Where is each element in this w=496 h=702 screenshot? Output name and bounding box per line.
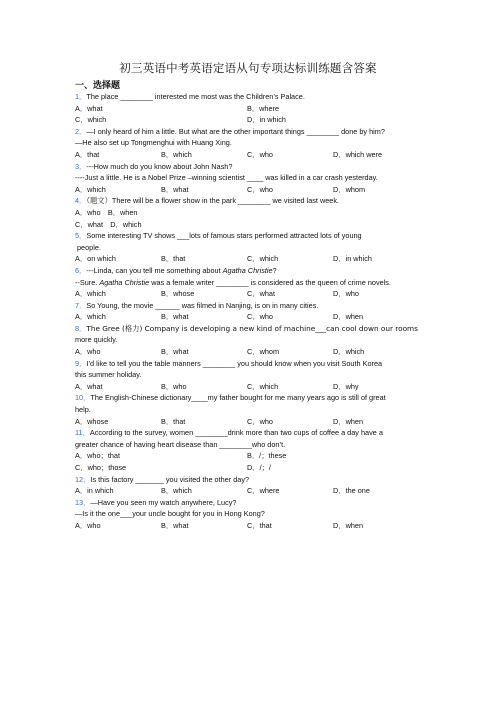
options-row bbox=[75, 450, 435, 462]
question-text: ? bbox=[272, 265, 277, 275]
option-c[interactable]: C．which bbox=[247, 254, 279, 264]
option-a[interactable]: A．whose bbox=[75, 416, 109, 426]
option-b[interactable]: B．that bbox=[161, 254, 186, 264]
question-text: Is this factory _______ you visited the other day? bbox=[90, 474, 250, 484]
question-list bbox=[75, 91, 435, 532]
option-b[interactable]: B．what bbox=[161, 347, 189, 357]
question-text-continued: this summer holiday. bbox=[75, 370, 142, 380]
question-text-continued: more quickly. bbox=[75, 335, 118, 345]
option-d[interactable]: D．which were bbox=[333, 149, 383, 159]
question-13 bbox=[75, 497, 435, 509]
question-tag: （题文） bbox=[86, 196, 112, 206]
option-a[interactable]: A．who bbox=[75, 520, 101, 530]
options-row bbox=[75, 462, 435, 474]
options-row bbox=[75, 520, 435, 532]
question-text-continued bbox=[75, 277, 435, 289]
option-d[interactable]: D．when bbox=[333, 312, 364, 322]
options-row bbox=[75, 381, 435, 393]
option-d[interactable]: D．in which bbox=[247, 115, 286, 125]
question-text-continued: —Is it the one___your uncle bought for you in Hong Kong? bbox=[75, 509, 265, 519]
question-text: —Have you seen my watch anywhere, Lucy? bbox=[90, 497, 237, 507]
question-7 bbox=[75, 300, 435, 312]
question-text: Some interesting TV shows ___lots of famous stars performed attracted lots of young bbox=[86, 231, 362, 241]
option-d[interactable]: D．/；/ bbox=[247, 463, 271, 472]
question-text: ---Linda, can you tell me something about bbox=[86, 265, 223, 275]
emphasized-name: Agatha Christie bbox=[222, 265, 273, 275]
option-a[interactable]: A．who bbox=[75, 347, 101, 357]
question-text-continued: greater chance of having heart disease than ________who don’t. bbox=[75, 439, 286, 449]
emphasized-name: Agatha Christie bbox=[99, 277, 150, 287]
option-d[interactable]: D．who bbox=[333, 289, 359, 299]
option-b[interactable]: B．what bbox=[161, 312, 189, 322]
question-4 bbox=[75, 195, 435, 207]
question-9 bbox=[75, 358, 435, 370]
question-10 bbox=[75, 392, 435, 404]
options-row bbox=[75, 253, 435, 265]
option-a[interactable]: A．what bbox=[75, 103, 103, 113]
option-d[interactable]: D．in which bbox=[333, 254, 372, 264]
question-number: 11． bbox=[75, 428, 90, 438]
option-d[interactable]: D．the one bbox=[333, 486, 370, 496]
question-8 bbox=[75, 323, 435, 335]
question-number: 13． bbox=[75, 497, 91, 507]
option-c[interactable]: C．who bbox=[247, 312, 273, 322]
option-b[interactable]: B．/；these bbox=[247, 451, 287, 461]
option-a[interactable]: A．which bbox=[75, 184, 106, 194]
question-number: 3． bbox=[75, 161, 87, 171]
question-number: 1． bbox=[75, 92, 87, 101]
question-6 bbox=[75, 265, 435, 277]
question-number: 2． bbox=[75, 126, 87, 136]
option-d[interactable]: D．which bbox=[333, 347, 365, 357]
option-c[interactable]: C．who；those bbox=[75, 463, 127, 472]
section-heading: 一、选择题 bbox=[75, 81, 121, 91]
options-row bbox=[75, 103, 435, 115]
option-d[interactable]: D．why bbox=[333, 381, 359, 391]
question-text-continued: ----Just a little. He is a Nobel Prize –winning scientist ____ was killed in a car crash yesterday. bbox=[75, 173, 378, 183]
option-a[interactable]: A．what bbox=[75, 381, 103, 391]
option-a[interactable]: A．which bbox=[75, 312, 106, 322]
question-text: --Sure. bbox=[75, 277, 100, 287]
option-b[interactable]: B．that bbox=[161, 416, 186, 426]
option-c[interactable]: C．which bbox=[247, 381, 279, 391]
options-row bbox=[75, 311, 435, 323]
option-d[interactable]: D．when bbox=[333, 416, 364, 426]
option-b[interactable]: B．whose bbox=[161, 289, 195, 299]
question-number: 5． bbox=[75, 231, 87, 241]
option-b[interactable]: B．which bbox=[161, 149, 192, 159]
option-b[interactable]: B．where bbox=[247, 103, 280, 113]
question-number: 8． bbox=[75, 323, 87, 333]
question-text-continued: —He also set up Tongmenghui with Huang Xing. bbox=[75, 138, 232, 148]
options-row bbox=[75, 416, 435, 428]
option-a[interactable]: A．on which bbox=[75, 254, 116, 264]
question-11 bbox=[75, 427, 435, 439]
question-1 bbox=[75, 91, 435, 103]
question-text: was a female writer ________ is considered as the queen of crime novels. bbox=[149, 277, 391, 287]
options-row bbox=[75, 485, 435, 497]
option-d[interactable]: D．when bbox=[333, 520, 364, 530]
question-text-continued: people. bbox=[77, 242, 101, 252]
option-b[interactable]: B．what bbox=[161, 184, 189, 194]
options-row[interactable]: A．who B．when bbox=[75, 207, 138, 217]
question-3 bbox=[75, 161, 435, 173]
question-text: —I only heard of him a little. But what are the other important things ________ done by him? bbox=[86, 126, 385, 136]
options-row bbox=[75, 346, 435, 358]
options-row bbox=[75, 288, 435, 300]
option-b[interactable]: B．which bbox=[161, 486, 192, 496]
option-c[interactable]: C．which bbox=[75, 115, 107, 125]
question-number: 4． bbox=[75, 196, 87, 206]
option-c[interactable]: C．who bbox=[247, 416, 273, 426]
question-number: 9． bbox=[75, 358, 87, 368]
question-text: According to the survey, women ________drink more than two cups of coffee a day have a bbox=[89, 428, 383, 438]
document-title: 初三英语中考英语定语从句专项达标训练题含答案 bbox=[119, 61, 377, 75]
options-row bbox=[75, 149, 435, 161]
option-a[interactable]: A．that bbox=[75, 149, 100, 159]
option-c[interactable]: C．who bbox=[247, 184, 273, 194]
question-number: 10． bbox=[75, 393, 91, 403]
options-row bbox=[75, 184, 435, 196]
question-number: 6． bbox=[75, 265, 87, 275]
question-text: The English-Chinese dictionary____my father bought for me many years ago is still of great bbox=[90, 393, 386, 403]
options-row[interactable]: C．what D．which bbox=[75, 219, 142, 229]
option-d[interactable]: D．whom bbox=[333, 184, 366, 194]
question-12 bbox=[75, 474, 435, 486]
option-a[interactable]: A．who；that bbox=[75, 451, 121, 461]
option-a[interactable]: A．which bbox=[75, 289, 106, 299]
question-text: The place ________ interested me most was the Children’s Palace. bbox=[86, 92, 305, 101]
question-text: So Young, the movie ______ was filmed in Nanjing, is on in many cities. bbox=[86, 300, 319, 310]
option-c[interactable]: C．that bbox=[247, 520, 272, 530]
question-text: I’d like to tell you the table manners ________ you should know when you visit South Korea bbox=[86, 358, 383, 368]
question-5 bbox=[75, 230, 435, 242]
options-row bbox=[75, 114, 435, 126]
option-c[interactable]: C．what bbox=[247, 289, 275, 299]
question-text: The Gree (格力) Company is developing a new kind of machine___can cool down our rooms bbox=[86, 323, 418, 333]
question-text: There will be a flower show in the park ________ we visited last week. bbox=[111, 196, 340, 206]
question-2 bbox=[75, 126, 435, 138]
question-text: ---How much do you know about John Nash? bbox=[86, 161, 233, 171]
question-number: 7． bbox=[75, 300, 87, 310]
question-text-continued: help. bbox=[75, 405, 91, 415]
option-b[interactable]: B．what bbox=[161, 520, 189, 530]
option-c[interactable]: C．whom bbox=[247, 347, 280, 357]
option-a[interactable]: A．in which bbox=[75, 486, 114, 496]
option-b[interactable]: B．who bbox=[161, 381, 187, 391]
question-number: 12． bbox=[75, 474, 91, 484]
option-c[interactable]: C．who bbox=[247, 149, 273, 159]
option-c[interactable]: C．where bbox=[247, 486, 280, 496]
